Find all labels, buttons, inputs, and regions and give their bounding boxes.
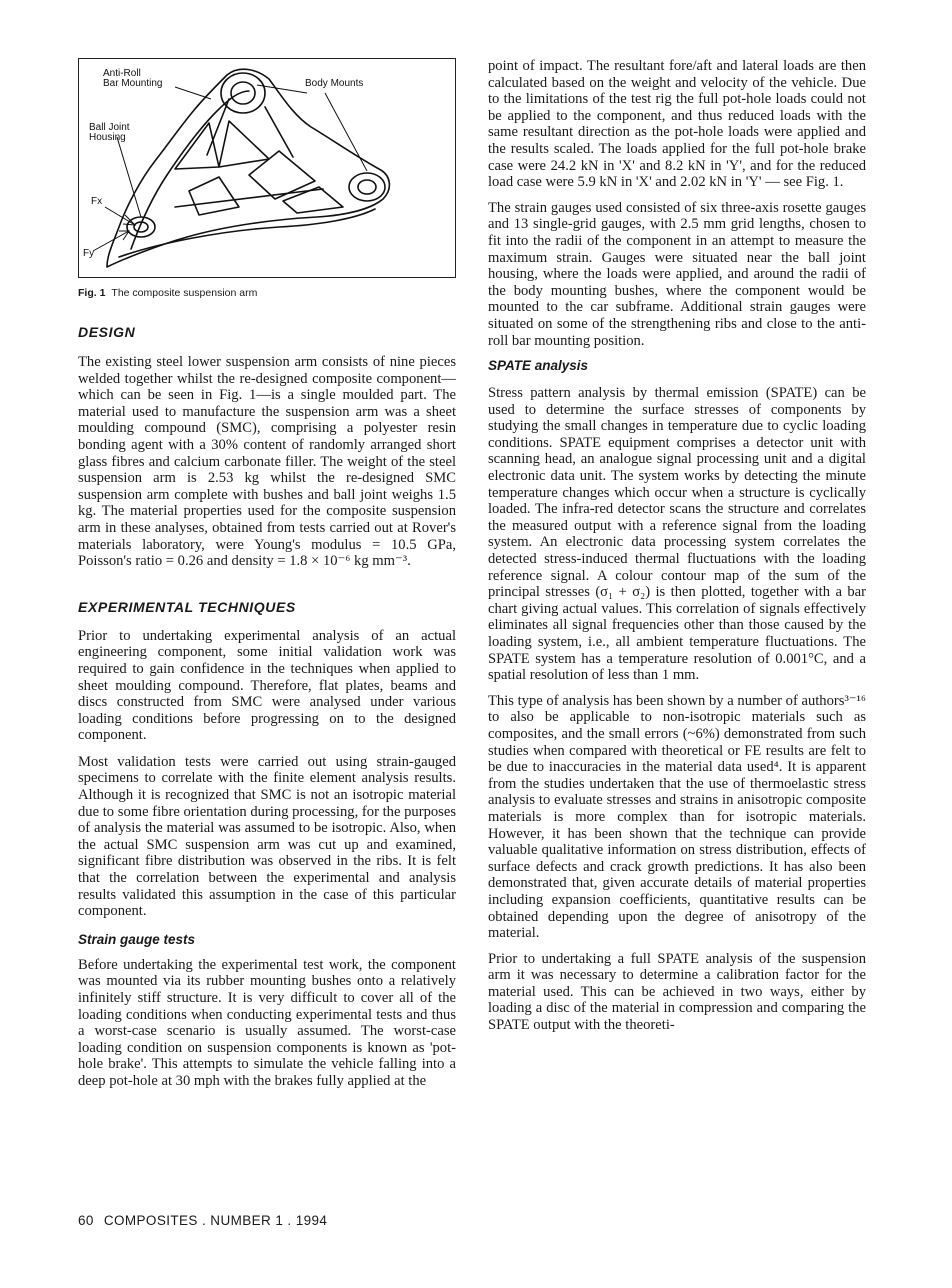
label-body-mounts: Body Mounts bbox=[305, 78, 364, 89]
paragraph-design: The existing steel lower suspension arm consists of nine pieces welded together whilst the re-designed composite component—which can be seen in Fig. 1—is a single moulded part. The material used to manufacture the suspension arm was a sheet moulding compound (SMC), comprising a polyester resin bonding agent with a 30% content of randomly arranged short glass fibres and calcium carbonate filler. The weight of the steel suspension arm is 2.53 kg whilst the re-designed SMC suspension arm complete with bushes and ball joint weighs 1.5 kg. The material properties used for the composite suspension arm in these analyses, obtained from tests carried out at Rover's materials laboratory, were Young's modulus = 10.5 GPa, Poisson's ratio = 0.26 and density = 1.8 × 10⁻⁶ kg mm⁻³. bbox=[78, 354, 456, 570]
caption-text: The composite suspension arm bbox=[111, 287, 258, 299]
label-housing: Housing bbox=[89, 132, 126, 143]
label-bar-mounting: Bar Mounting bbox=[103, 78, 163, 89]
paragraph-experimental-2: Most validation tests were carried out using strain-gauged specimens to correlate with the finite element analysis results. Although it is recognized that SMC is not an isotropic material due to some fibre orientation during processing, for the purposes of analysis the material was assumed to be isotropic. Also, when the actual SMC suspension arm was cut up and examined, significant fibre distribution was observed in the ribs. It is felt that the correlation between the experimental and analysis results validated this assumption in the case of this particular component. bbox=[78, 753, 456, 920]
figure-suspension-arm bbox=[78, 58, 456, 278]
figure-caption bbox=[78, 287, 456, 299]
journal-info: COMPOSITES . NUMBER 1 . 1994 bbox=[103, 1213, 328, 1228]
paragraph-right-1: point of impact. The resultant fore/aft and lateral loads are then calculated based on the weight and velocity of the vehicle. Due to the limitations of the test rig the full pot-hole loads could not be applied to the component, and thus reduced loads with the same resultant direction as the pot-hole loads were applied and the results scaled. The loads applied for the full pot-hole brake case were 24.2 kN in 'X' and 8.2 kN in 'Y', and for the reduced load case were 5.9 kN in 'X' and 2.02 kN in 'Y' — see Fig. 1. bbox=[488, 58, 866, 191]
caption-number: Fig. 1 bbox=[78, 287, 106, 299]
heading-design: DESIGN bbox=[78, 324, 136, 340]
page-number: 60 bbox=[78, 1213, 94, 1228]
paragraph-right-2: The strain gauges used consisted of six three-axis rosette gauges and 13 single-grid gauges, with 2.5 mm grid lengths, chosen to fit into the radii of the component in an attempt to measure the maximum strain. Gauges were situated near the ball joint housing, where the loads were applied, and around the radii of the body mounting bushes, where the component would be mounted to the car subframe. Additional strain gauges were situated on some of the strengthening ribs and close to the anti-roll bar mounting position. bbox=[488, 199, 866, 349]
label-ball-joint: Ball Joint bbox=[89, 122, 130, 133]
heading-strain-gauge-tests: Strain gauge tests bbox=[78, 931, 196, 947]
page-footer bbox=[78, 1213, 327, 1228]
right-column bbox=[488, 58, 866, 1043]
suspension-arm-drawing bbox=[79, 59, 455, 277]
paragraph-right-4: This type of analysis has been shown by a number of authors³⁻¹⁶ to also be applicable to non-isotropic materials such as composites, and the small errors (~6%) demonstrated from such studies when compared with theoretical or FE results are felt to be due to inaccuracies in the material data used⁴. It is apparent from the studies undertaken that the use of thermoelastic stress analysis to evaluate stresses and strains in anisotropic composite materials is more complex than for isotropic materials. However, it has been shown that the technique can provide valuable qualitative information on stress distribution, effects of surface defects and crack growth predictions. It has also been demonstrated that, given accurate details of material properties including expansion coefficients, quantitative results can be obtained depending upon the degree of anisotropy of the material. bbox=[488, 692, 866, 942]
left-column bbox=[78, 58, 456, 1090]
heading-spate-analysis: SPATE analysis bbox=[488, 358, 589, 374]
heading-experimental-techniques: EXPERIMENTAL TECHNIQUES bbox=[78, 598, 296, 615]
label-anti-roll: Anti-Roll bbox=[103, 68, 141, 79]
label-fx: Fx bbox=[91, 196, 103, 207]
label-fy: Fy bbox=[83, 248, 95, 259]
paragraph-right-3: Stress pattern analysis by thermal emission (SPATE) can be used to determine the surface stresses of components by studying the small changes in temperature due to cyclic loading conditions. SPATE equipment comprises a detector unit with scanning head, an analogue signal processing unit and a digital electronic data unit. The system works by detecting the minute temperature changes which occur when a structure is cyclically loaded. The infra-red detector scans the structure and correlates the measured output with a reference signal from the loading system. An electronic data processing system correlates the detected stress-induced thermal fluctuations with the loading reference signal. A colour contour map of the sum of the principal stresses (σ₁ + σ₂) is then plotted, together with a bar chart giving actual values. This correlation of signals effectively eliminates all signal frequencies other than those caused by the loading system, i.e., all ambient temperature fluctuations. The SPATE system has a temperature resolution of 0.001°C, and a spatial resolution of less than 1 mm. bbox=[488, 385, 866, 684]
paragraph-experimental-1: Prior to undertaking experimental analysis of an actual engineering component, some initial validation work was required to gain confidence in the techniques when applied to sheet moulding compound. Therefore, flat plates, beams and discs constructed from SMC were analysed under various loading conditions before progressing on to the designed component. bbox=[78, 627, 456, 744]
paragraph-right-5: Prior to undertaking a full SPATE analysis of the suspension arm it was necessary to determine a calibration factor for the material used. This can be achieved in two ways, either by loading a disc of the material in compression and comparing the SPATE output with the theoreti- bbox=[488, 950, 866, 1034]
paragraph-strain-gauge: Before undertaking the experimental test work, the component was mounted via its rubber mounting bushes onto a relatively infinitely stiff structure. It is very difficult to cover all of the loading conditions when conducting experimental tests and thus a worst-case scenario is usually assumed. The worst-case loading condition on suspension components is known as 'pot-hole brake'. This attempts to simulate the vehicle falling into a deep pot-hole at 30 mph with the brakes fully applied at the bbox=[78, 956, 456, 1089]
